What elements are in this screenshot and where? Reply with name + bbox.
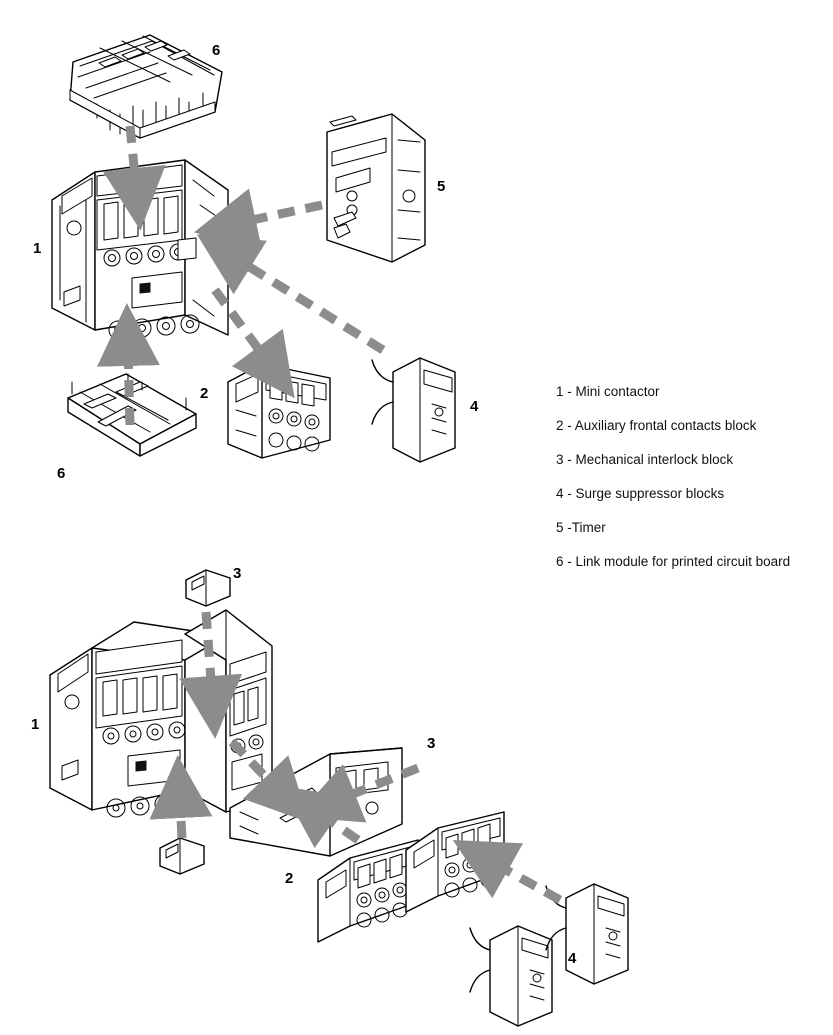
part-aux-contacts-block-top [228,364,330,458]
legend-item-4: 4 - Surge suppressor blocks [556,486,725,501]
callout-top-aux-contacts-block: 2 [200,385,209,402]
part-surge-suppressor-pair [470,884,628,1026]
legend-item-6: 6 - Link module for printed circuit board [556,554,791,569]
legend [556,385,833,589]
callout-bottom-aux-contacts-block: 2 [285,870,294,887]
callout-bottom-surge-suppressor: 4 [568,950,577,967]
part-interlock-bottom-small [160,838,204,874]
part-interlock-top [186,570,230,606]
legend-item-3: 3 - Mechanical interlock block [556,452,734,467]
legend-item-1: 1 - Mini contactor [556,384,660,399]
callout-top-link-module-upper: 6 [212,42,221,59]
callout-top-link-module-lower: 6 [57,465,66,482]
legend-item-2: 2 - Auxiliary frontal contacts block [556,418,757,433]
part-mini-contactor-pair [50,610,272,817]
callout-top-timer: 5 [437,178,446,195]
part-surge-suppressor-top [372,358,455,462]
callout-bottom-mini-contactor: 1 [31,716,40,733]
part-link-module-upper [70,35,222,138]
callout-bottom-interlock-right: 3 [427,735,436,752]
callout-top-surge-suppressor: 4 [470,398,479,415]
part-timer [327,114,425,262]
callout-bottom-interlock-top: 3 [233,565,242,582]
legend-item-5: 5 -Timer [556,520,606,535]
callout-top-mini-contactor: 1 [33,240,42,257]
part-mini-contactor-top [52,160,228,339]
